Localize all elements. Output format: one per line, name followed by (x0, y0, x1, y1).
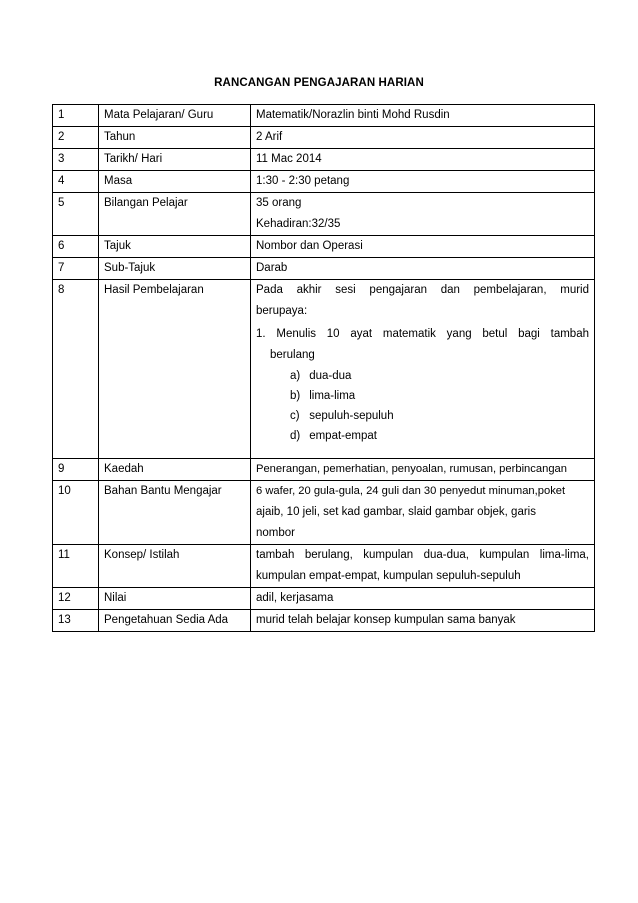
value-line: 35 orang (256, 197, 302, 209)
row-label: Konsep/ Istilah (99, 545, 251, 588)
sub-item-letter: d) (290, 430, 301, 442)
row-value: Matematik/Norazlin binti Mohd Rusdin (251, 105, 595, 127)
row-value: adil, kerjasama (251, 588, 595, 610)
table-row (53, 171, 595, 193)
row-label: Tahun (99, 127, 251, 149)
row-label: Tarikh/ Hari (99, 149, 251, 171)
table-row (53, 127, 595, 149)
table-row (53, 545, 595, 588)
row-value: murid telah belajar konsep kumpulan sama banyak (251, 610, 595, 632)
table-row (53, 236, 595, 258)
row-number: 10 (53, 481, 99, 545)
value-line: 6 wafer, 20 gula-gula, 24 guli dan 30 penyedut minuman,poket (256, 485, 566, 497)
row-number: 12 (53, 588, 99, 610)
row-label: Hasil Pembelajaran (99, 280, 251, 459)
sub-item-text: lima-lima (309, 390, 356, 402)
row-number: 7 (53, 258, 99, 280)
table-row (53, 193, 595, 236)
row-number: 6 (53, 236, 99, 258)
list-item (256, 386, 589, 406)
value-line: tambah berulang, kumpulan dua-dua, kumpulan lima-lima, (256, 549, 589, 561)
table-row (53, 610, 595, 632)
table-row (53, 105, 595, 127)
sub-item-text: sepuluh-sepuluh (309, 410, 394, 422)
row-number: 2 (53, 127, 99, 149)
learning-outcome-intro: Pada akhir sesi pengajaran dan pembelajaran, murid (256, 284, 589, 296)
row-label: Bahan Bantu Mengajar (99, 481, 251, 545)
table-row (53, 149, 595, 171)
row-label: Mata Pelajaran/ Guru (99, 105, 251, 127)
row-value: 1:30 - 2:30 petang (251, 171, 595, 193)
learning-outcome-intro: berupaya: (256, 305, 308, 317)
objective-sub-list (256, 366, 589, 446)
row-number: 3 (53, 149, 99, 171)
value-line: Kehadiran:32/35 (256, 218, 341, 230)
value-line: nombor (256, 527, 295, 539)
list-item (256, 406, 589, 426)
sub-item-letter: c) (290, 410, 300, 422)
row-value: Penerangan, pemerhatian, penyoalan, rumusan, perbincangan (251, 459, 595, 481)
table-row (53, 459, 595, 481)
list-item (256, 366, 589, 386)
row-number: 5 (53, 193, 99, 236)
row-label: Pengetahuan Sedia Ada (99, 610, 251, 632)
cell-spacer (256, 446, 589, 458)
table-row (53, 280, 595, 459)
value-line: kumpulan empat-empat, kumpulan sepuluh-sepuluh (256, 570, 521, 582)
row-value (251, 280, 595, 459)
objective-text: Menulis 10 ayat matematik yang betul bagi tambah (276, 328, 589, 340)
sub-item-letter: a) (290, 370, 301, 382)
row-value (251, 193, 595, 236)
row-value: Nombor dan Operasi (251, 236, 595, 258)
row-label: Sub-Tajuk (99, 258, 251, 280)
row-value (251, 481, 595, 545)
list-item (256, 426, 589, 446)
sub-item-letter: b) (290, 390, 301, 402)
row-label: Nilai (99, 588, 251, 610)
row-value: 2 Arif (251, 127, 595, 149)
sub-item-text: dua-dua (309, 370, 352, 382)
row-label: Kaedah (99, 459, 251, 481)
lesson-plan-table (52, 104, 595, 632)
table-row (53, 481, 595, 545)
objective-number: 1. (256, 328, 266, 340)
sub-item-text: empat-empat (309, 430, 377, 442)
row-number: 9 (53, 459, 99, 481)
page-title: RANCANGAN PENGAJARAN HARIAN (214, 77, 424, 89)
row-number: 8 (53, 280, 99, 459)
row-value (251, 545, 595, 588)
table-row (53, 258, 595, 280)
row-number: 1 (53, 105, 99, 127)
learning-objective (256, 324, 589, 366)
row-label: Masa (99, 171, 251, 193)
row-label: Tajuk (99, 236, 251, 258)
objective-text: berulang (270, 349, 315, 361)
row-value: 11 Mac 2014 (251, 149, 595, 171)
row-value: Darab (251, 258, 595, 280)
row-number: 11 (53, 545, 99, 588)
value-line: ajaib, 10 jeli, set kad gambar, slaid gambar objek, garis (256, 506, 536, 518)
row-label: Bilangan Pelajar (99, 193, 251, 236)
row-number: 13 (53, 610, 99, 632)
row-number: 4 (53, 171, 99, 193)
table-row (53, 588, 595, 610)
